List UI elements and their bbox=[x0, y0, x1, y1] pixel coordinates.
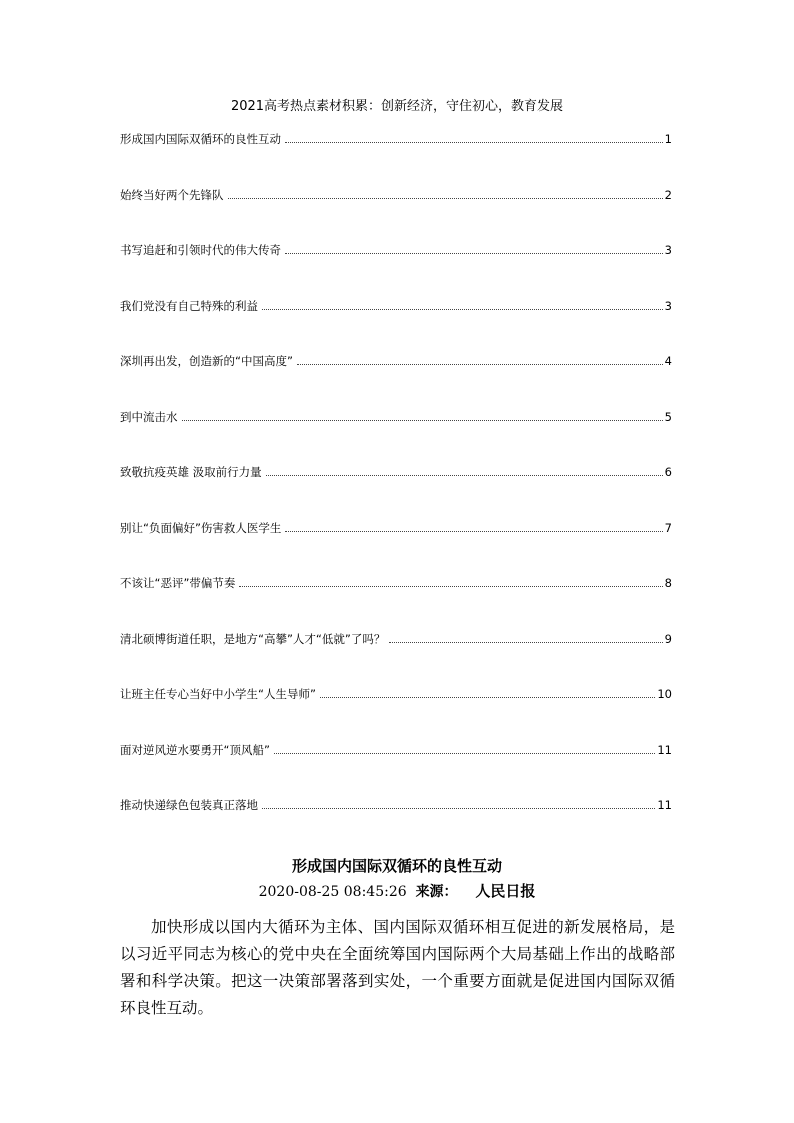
toc-leader-dots bbox=[228, 186, 663, 199]
toc-entry[interactable] bbox=[120, 683, 672, 739]
article-source: 人民日报 bbox=[475, 882, 536, 900]
toc-leader-dots bbox=[285, 130, 663, 143]
toc-entry-label: 清北硕博街道任职，是地方“高攀”人才“低就”了吗？ bbox=[120, 631, 386, 646]
toc-leader-dots bbox=[182, 408, 663, 421]
toc-entry-page: 10 bbox=[657, 687, 672, 701]
toc-entry[interactable] bbox=[120, 350, 672, 406]
toc-entry-label: 让班主任专心当好中小学生“人生导师” bbox=[120, 687, 316, 701]
toc-entry[interactable] bbox=[120, 794, 672, 850]
toc-entry[interactable] bbox=[120, 184, 672, 240]
toc-entry[interactable] bbox=[120, 239, 672, 295]
toc-entry-label: 我们党没有自己特殊的利益 bbox=[120, 298, 258, 313]
toc-entry-page: 9 bbox=[664, 631, 672, 646]
toc-entry-label: 书写追赶和引领时代的伟大传奇 bbox=[120, 243, 281, 257]
toc-entry-label: 不该让“恶评”带偏节奏 bbox=[120, 576, 236, 590]
toc-entry[interactable] bbox=[120, 517, 672, 573]
toc-entry-page: 8 bbox=[664, 576, 672, 590]
toc-entry-label: 别让“负面偏好”伤害救人医学生 bbox=[120, 520, 282, 535]
toc-leader-dots bbox=[297, 352, 663, 365]
article-paragraph: 加快形成以国内大循环为主体、国内国际双循环相互促进的新发展格局，是以习近平同志为核心的党中央在全面统筹国内国际两个大局基础上作出的战略部署和科学决策。把这一决策部署落到实处，一个重要方面就是促进国内国际双循环良性互动。 bbox=[120, 918, 675, 1017]
toc-entry[interactable] bbox=[120, 461, 672, 517]
toc-entry-label: 致敬抗疫英雄 汲取前行力量 bbox=[120, 465, 262, 479]
toc-entry-page: 2 bbox=[664, 187, 672, 202]
toc-entry-label: 深圳再出发，创造新的“中国高度” bbox=[120, 354, 293, 368]
toc-entry[interactable] bbox=[120, 295, 672, 351]
table-of-contents bbox=[120, 128, 672, 850]
toc-entry[interactable] bbox=[120, 128, 672, 184]
toc-leader-dots bbox=[274, 741, 655, 754]
toc-leader-dots bbox=[266, 463, 663, 476]
article-title: 形成国内国际双循环的良性互动 bbox=[291, 857, 502, 875]
toc-leader-dots bbox=[320, 685, 655, 698]
toc-entry-page: 1 bbox=[664, 132, 672, 146]
toc-leader-dots bbox=[262, 796, 655, 809]
article-source-label: 来源： bbox=[415, 884, 458, 900]
toc-entry-page: 11 bbox=[657, 742, 672, 757]
article-datetime: 2020-08-25 08:45:26 bbox=[258, 884, 407, 900]
toc-entry[interactable] bbox=[120, 572, 672, 628]
toc-leader-dots bbox=[285, 241, 663, 254]
toc-entry-page: 3 bbox=[664, 243, 672, 257]
toc-entry-page: 11 bbox=[657, 798, 672, 812]
toc-entry-label: 面对逆风逆水要勇开“顶风船” bbox=[120, 742, 270, 757]
document-title: 2021高考热点素材积累：创新经济，守住初心，教育发展 bbox=[230, 99, 564, 114]
toc-entry[interactable] bbox=[120, 628, 672, 684]
toc-entry-page: 3 bbox=[664, 298, 672, 313]
toc-entry-label: 到中流击水 bbox=[120, 409, 178, 424]
toc-entry-label: 推动快递绿色包装真正落地 bbox=[120, 798, 258, 812]
toc-entry-label: 形成国内国际双循环的良性互动 bbox=[120, 132, 281, 146]
toc-entry-page: 7 bbox=[664, 520, 672, 535]
toc-entry[interactable] bbox=[120, 739, 672, 795]
toc-entry-page: 5 bbox=[664, 409, 672, 424]
toc-entry-label: 始终当好两个先锋队 bbox=[120, 187, 224, 202]
toc-leader-dots bbox=[389, 630, 662, 643]
toc-leader-dots bbox=[285, 519, 662, 532]
toc-leader-dots bbox=[239, 574, 662, 587]
toc-entry-page: 6 bbox=[664, 465, 672, 479]
toc-leader-dots bbox=[262, 297, 663, 310]
toc-entry[interactable] bbox=[120, 406, 672, 462]
toc-entry-page: 4 bbox=[664, 354, 672, 368]
article-meta bbox=[0, 880, 794, 903]
